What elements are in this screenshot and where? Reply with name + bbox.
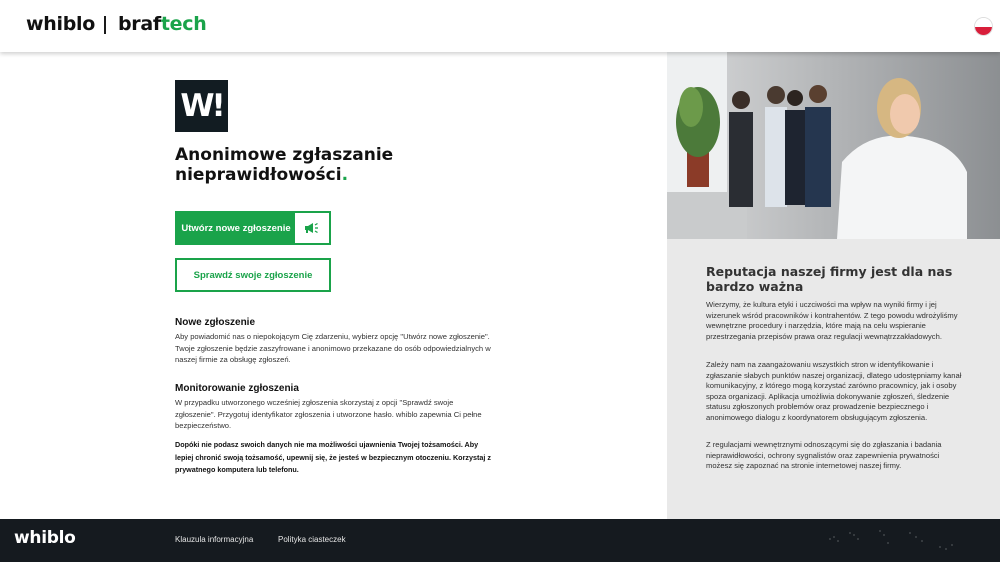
top-header	[0, 0, 1000, 52]
footer-link-cookie-policy[interactable]: Polityka ciasteczek	[278, 535, 346, 544]
footer	[0, 519, 1000, 562]
footer-whiblo-logo[interactable]: whiblo	[14, 528, 76, 548]
info-panel-title: Reputacja naszej firmy jest dla nas bardzo ważna	[706, 264, 953, 294]
new-report-heading: Nowe zgłoszenie	[175, 317, 256, 328]
privacy-note: Dopóki nie podasz swoich danych nie ma możliwości ujawnienia Twojej tożsamości. Aby lepiej chronić swoją tożsamość, upewnij się, że jesteś w bezpiecznym otoczeniu. Korzystaj z prywatnego komputera lub telefonu.	[175, 440, 491, 475]
braftech-logo-part1: braf	[118, 13, 161, 35]
page-title-line2: nieprawidłowości	[175, 165, 342, 185]
check-report-button[interactable]: Sprawdź swoje zgłoszenie	[175, 258, 331, 292]
main-content	[0, 52, 667, 519]
braftech-logo[interactable]	[118, 13, 206, 35]
footer-link-information-clause[interactable]: Klauzula informacyjna	[175, 535, 254, 544]
info-panel-paragraph-3: Z regulacjami wewnętrznymi odnoszącymi się do zgłaszania i badania nieprawidłowości, ochrony sygnalistów oraz zapewnienia prywatności możesz się zapoznać na stronie internetowej naszej firmy.	[706, 440, 942, 471]
language-flag-icon[interactable]	[975, 18, 992, 35]
office-team-photo	[667, 52, 1000, 239]
info-panel-paragraph-2: Zależy nam na zaangażowaniu wszystkich stron w identyfikowanie i zgłaszanie słabych punktów naszej organizacji, dlatego udostępniamy kanał komunikacyjny, z którego mogą korzystać zarówno pracownicy, jak i osoby spoza organizacji. Aplikacja umożliwia dokonywanie zgłoszeń, śledzenie statusu zgłoszonych problemów oraz prowadzenie bezpiecznego i anonimowego dialogu z koordynatorem obsługującym zgłoszenia.	[706, 360, 962, 422]
monitor-report-text: W przypadku utworzonego wcześniej zgłoszenia skorzystaj z opcji "Sprawdź swoje zgłoszenie". Przygotuj identyfikator zgłoszenia i utworzone hasło. whiblo zapewnia Ci pełne bezpieczeństwo.	[175, 398, 482, 430]
whiblo-logo[interactable]: whiblo	[26, 13, 95, 35]
page-title	[175, 145, 475, 185]
new-report-text: Aby powiadomić nas o niepokojącym Cię zdarzeniu, wybierz opcję "Utwórz nowe zgłoszenie". Twoje zgłoszenie będzie zaszyfrowane i anonimowo przekazane do osób odpowiedzialnych w naszej firmie za obsługę zgłoszeń.	[175, 332, 491, 364]
whiblo-mark-logo: W!	[175, 80, 228, 132]
page-title-line1: Anonimowe zgłaszanie	[175, 145, 394, 165]
megaphone-icon	[295, 213, 329, 243]
world-map-decoration	[820, 519, 970, 562]
create-report-button[interactable]	[175, 211, 331, 245]
braftech-logo-part2: tech	[160, 13, 207, 35]
monitor-report-heading: Monitorowanie zgłoszenia	[175, 383, 299, 394]
create-report-label: Utwórz nowe zgłoszenie	[181, 222, 291, 234]
logo-divider	[104, 16, 106, 34]
info-panel-paragraph-1: Wierzymy, że kultura etyki i uczciwości ma wpływ na wyniki firmy i jej wizerunek wśród pracowników i kontrahentów. Z tego powodu wdrożyliśmy wewnętrzne procedury i narzędzia, które mają na celu wspieranie przestrzegania przepisów prawa oraz regulacji wewnątrzzakładowych.	[706, 300, 958, 341]
title-accent-dot: .	[341, 165, 349, 185]
info-panel	[667, 239, 1000, 519]
